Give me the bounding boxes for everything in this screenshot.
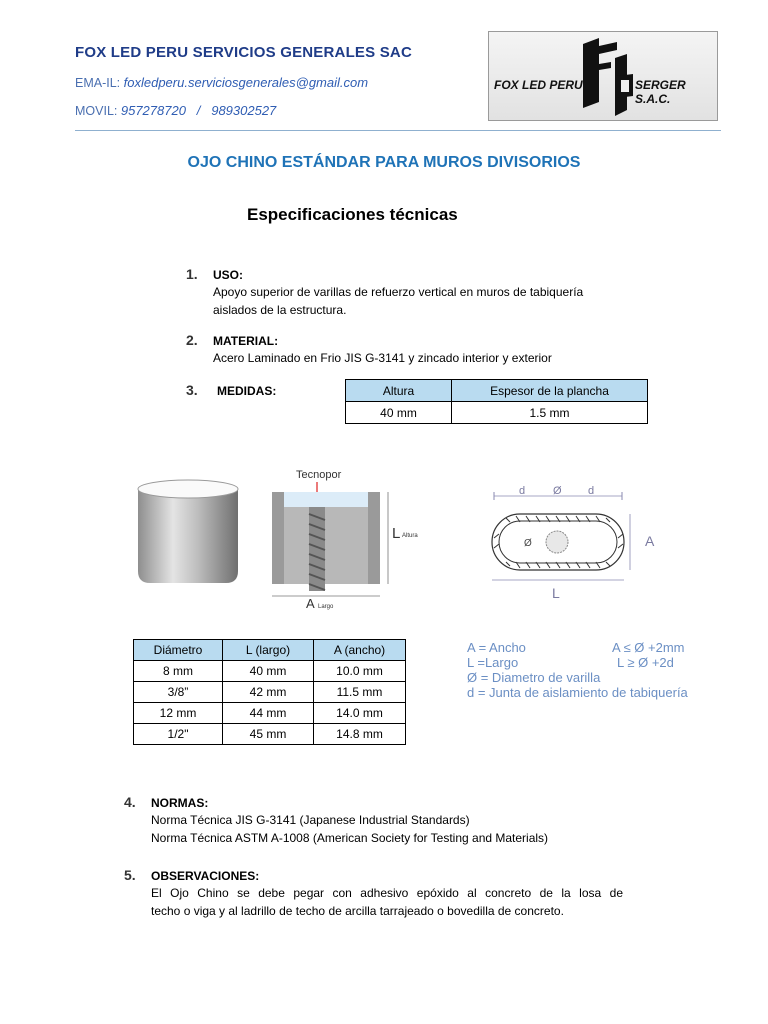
table-header: Altura: [346, 380, 452, 402]
table-cell: 44 mm: [223, 703, 314, 724]
text-line: techo o viga y al ladrillo de techo de arcilla tarrajeado o bovedilla de concreto.: [151, 904, 564, 918]
section-text-normas: [151, 811, 548, 847]
dimension-d-right: d: [588, 485, 595, 497]
formula-legend: [467, 640, 688, 700]
section-label-observaciones: OBSERVACIONES:: [151, 869, 260, 883]
section-label-normas: NORMAS:: [151, 796, 209, 810]
company-logo: [488, 31, 718, 121]
table-header: Diámetro: [134, 640, 223, 661]
legend-row: [467, 670, 688, 685]
logo-mark-icon: [577, 36, 637, 118]
section-label-material: MATERIAL:: [213, 334, 279, 348]
legend-formula: L ≥ Ø +2d: [617, 655, 674, 670]
section-number: 5.: [124, 867, 136, 883]
top-view-diagram: [480, 478, 670, 603]
legend-formula: A ≤ Ø +2mm: [612, 640, 685, 655]
dimensions-table: [133, 639, 406, 745]
text-line: aislados de la estructura.: [213, 303, 347, 317]
legend-row: [467, 640, 688, 655]
cross-section-diagram: [260, 462, 440, 612]
legend-text: L =Largo: [467, 655, 519, 670]
email-line: [75, 75, 368, 90]
text-line: Apoyo superior de varillas de refuerzo vertical en muros de tabiquería: [213, 285, 584, 299]
table-header: Espesor de la plancha: [452, 380, 648, 402]
table-header: A (ancho): [314, 640, 406, 661]
table-cell: 42 mm: [223, 682, 314, 703]
dimension-phi: Ø: [553, 485, 562, 497]
dimension-largo: Largo: [318, 604, 334, 610]
ojo-chino-3d-illustration: [130, 475, 245, 590]
text-line: Norma Técnica JIS G-3141 (Japanese Industrial Standards): [151, 813, 470, 827]
section-label-medidas: MEDIDAS:: [217, 384, 277, 398]
header-divider: [75, 130, 721, 131]
section-number: 1.: [186, 266, 198, 282]
table-cell: 10.0 mm: [314, 661, 406, 682]
tecnopor-label: Tecnopor: [296, 469, 342, 481]
legend-row: [467, 655, 688, 670]
section-number: 4.: [124, 794, 136, 810]
table-row: [134, 724, 406, 745]
table-cell: 14.0 mm: [314, 703, 406, 724]
legend-text: d = Junta de aislamiento de tabiquería: [467, 685, 688, 700]
table-cell: 40 mm: [223, 661, 314, 682]
phone-line: [75, 103, 276, 118]
page-title: OJO CHINO ESTÁNDAR PARA MUROS DIVISORIOS: [187, 154, 581, 171]
table-row: [134, 682, 406, 703]
dimension-a-top: A: [645, 533, 655, 549]
dimension-l-top: L: [552, 585, 560, 601]
text-line: El Ojo Chino se debe pegar con adhesivo epóxido al concreto de la losa de: [151, 886, 623, 900]
table-row: [134, 661, 406, 682]
table-header: L (largo): [223, 640, 314, 661]
table-cell: 45 mm: [223, 724, 314, 745]
legend-text: Ø = Diametro de varilla: [467, 670, 601, 685]
logo-text-left: FOX LED PERU: [494, 78, 583, 92]
text-line: Norma Técnica ASTM A-1008 (American Society for Testing and Materials): [151, 831, 549, 845]
table-cell: 14.8 mm: [314, 724, 406, 745]
section-label-uso: USO:: [213, 268, 243, 282]
phone-label: MOVIL:: [75, 104, 118, 118]
table-cell: 1/2": [134, 724, 223, 745]
table-cell: 8 mm: [134, 661, 223, 682]
table-cell: 1.5 mm: [452, 402, 648, 424]
phone-values: 957278720 / 989302527: [120, 103, 277, 118]
email-value[interactable]: foxledperu.serviciosgenerales@gmail.com: [123, 75, 369, 90]
section-text-uso: [213, 283, 583, 319]
table-cell: 11.5 mm: [314, 682, 406, 703]
table-cell: 12 mm: [134, 703, 223, 724]
medidas-table: [345, 379, 648, 424]
dimension-d-left: d: [519, 485, 526, 497]
company-name: FOX LED PERU SERVICIOS GENERALES SAC: [75, 44, 412, 61]
logo-text-right: SERGER S.A.C.: [635, 78, 686, 106]
dimension-a: A: [306, 596, 315, 611]
legend-row: [467, 685, 688, 700]
section-number: 2.: [186, 332, 198, 348]
legend-text: A = Ancho: [467, 640, 526, 655]
dimension-altura: Altura: [402, 533, 418, 539]
table-cell: 3/8”: [134, 682, 223, 703]
table-cell: 40 mm: [346, 402, 452, 424]
email-label: EMA-IL:: [75, 76, 121, 90]
rod-phi-label: Ø: [524, 538, 532, 549]
page-subtitle: Especificaciones técnicas: [247, 205, 458, 224]
section-text-observaciones: [151, 884, 623, 920]
section-number: 3.: [186, 382, 198, 398]
section-text-material: Acero Laminado en Frio JIS G-3141 y zincado interior y exterior: [213, 351, 552, 365]
table-row: [134, 703, 406, 724]
dimension-l: L: [392, 525, 401, 542]
